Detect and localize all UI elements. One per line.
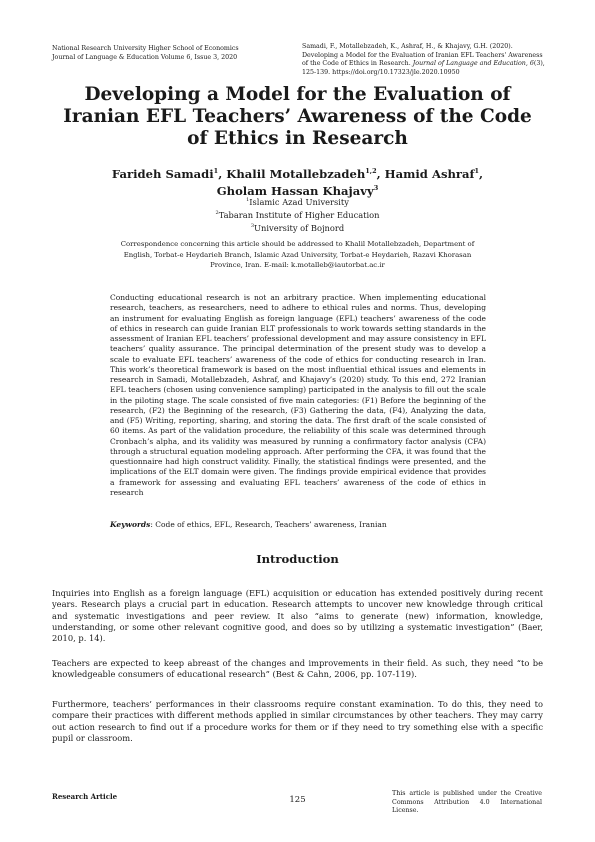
affiliation — [60, 221, 535, 234]
section-heading: Introduction — [256, 552, 339, 566]
author-name: Hamid Ashraf — [384, 166, 475, 181]
author-separator: , — [376, 166, 385, 181]
affiliation-mark: 3 — [250, 223, 255, 229]
author-separator: , — [479, 166, 484, 181]
author-affiliation-mark: 3 — [373, 184, 379, 193]
author-affiliation-mark: 1 — [213, 167, 219, 175]
affiliation-name: University of Bojnord — [254, 222, 345, 233]
keywords — [110, 520, 486, 530]
journal-header — [52, 44, 282, 62]
affiliation-name: Tabaran Institute of Higher Education — [218, 209, 380, 220]
publisher-line: National Research University Higher School of Economics — [52, 45, 239, 52]
author-name: Farideh Samadi — [111, 166, 214, 181]
page-number: 125 — [289, 795, 306, 805]
keywords-label: Keywords — [110, 520, 151, 529]
body-paragraph: Furthermore, teachers’ performances in their classrooms require constant examination. To do this, they need to compare their practices with different methods applied in similar circumstances by other teachers. They may carry out action research to find out if a procedure works for them or if they need to try something else with a specific pupil or classroom. — [52, 699, 543, 743]
correspondence-note: Correspondence concerning this article should be addressed to Khalil Motallebzadeh, Department of English, Torbat-e Heydarieh Branch, Islamic Azad University, Torbat-e Heydarieh, Razavi Khorasan Province, Iran. E-mail: k.motalleb@iautorbat.ac.ir — [120, 240, 475, 270]
author-affiliation-mark: 1,2 — [365, 167, 377, 175]
author-list — [60, 164, 535, 199]
journal-issue-line: Journal of Language & Education Volume 6, Issue 3, 2020 — [52, 54, 238, 61]
article-type: Research Article — [52, 792, 118, 801]
body-paragraph: Inquiries into English as a foreign language (EFL) acquisition or education has extended positively during recent years. Research plays a crucial part in education. Research attempts to uncover new knowledge through critical and systematic investigations and peer review. It also “aims to generate (new) information, knowledge, understanding, or some other relevant cognitive good, and does so by utilizing a systematic investigation” (Baer, 2010, p. 14). — [52, 588, 543, 644]
article-title: Developing a Model for the Evaluation of Iranian EFL Teachers’ Awareness of the Code of Ethics in Research — [63, 84, 532, 149]
abstract: Conducting educational research is not an arbitrary practice. When implementing educational research, teachers, as researchers, need to adhere to ethical rules and norms. Thus, developing an instrument for evaluating English as foreign language (EFL) teachers’ awareness of the code of ethics in research can guide Iranian ELT professionals to work towards setting standards in the assessment of Iranian EFL teachers’ professional development and may assure consistency in EFL teachers’ quality assurance. The principal determination of the present study was to develop a scale to evaluate EFL teachers’ awareness of the code of ethics for conducting research in Iran. This work’s theoretical framework is based on the most influential ethical issues and elements in research in Samadi, Motallebzadeh, Ashraf, and Khajavy’s (2020) study. To this end, 272 Iranian EFL teachers (chosen using convenience sampling) participated in the analysis to fill out the scale in the piloting stage. The scale consisted of five main categories: (F1) Before the beginning of the research, (F2) the Beginning of the research, (F3) Gathering the data, (F4), Analyzing the data, and (F5) Writing, reporting, sharing, and storing the data. The first draft of the scale consisted of 60 items. As part of the validation procedure, the reliability of this scale was determined through Cronbach’s alpha, and its validity was measured by running a confirmatory factor analysis (CFA) through a structural equation modeling approach. After performing the CFA, it was found that the questionnaire had high construct validity. Finally, the statistical findings were presented, and the implications of the ELT domain were given. The findings provide empirical evidence that provides a framework for assessing and evaluating EFL teachers’ awareness of the code of ethics in research — [110, 293, 486, 497]
citation-journal: Journal of Language and Education, 6 — [412, 60, 534, 68]
citation-text: Samadi, F., Motallebzadeh, K., Ashraf, H., & Khajavy, G.H. (2020). Developing a Model for the Evaluation of Iranian EFL Teachers' Awareness of the Code of Ethics in Research. — [302, 43, 543, 68]
license-note: This article is published under the Creative Commons Attribution 4.0 International License. — [392, 790, 542, 815]
author-separator: , — [218, 166, 227, 181]
affiliation-mark: 2 — [215, 210, 219, 216]
keywords-text: : Code of ethics, EFL, Research, Teachers’ awareness, Iranian — [150, 520, 387, 529]
citation-block — [302, 43, 546, 77]
author-name: Khalil Motallebzadeh — [226, 166, 366, 181]
affiliation — [60, 195, 535, 208]
author-affiliation-mark: 1 — [474, 167, 480, 175]
citation-doi[interactable]: (3), 125-139. https://doi.org/10.17323/jle.2020.10950 — [302, 60, 545, 76]
author-name: Gholam Hassan Khajavy — [216, 184, 374, 199]
affiliation — [60, 208, 535, 221]
body-paragraph: Teachers are expected to keep abreast of the changes and improvements in their field. As such, they need “to be knowledgeable consumers of educational research” (Best & Cahn, 2006, pp. 107-119). — [52, 658, 543, 680]
affiliation-name: Islamic Azad University — [249, 196, 349, 207]
affiliation-mark: 1 — [246, 197, 250, 203]
